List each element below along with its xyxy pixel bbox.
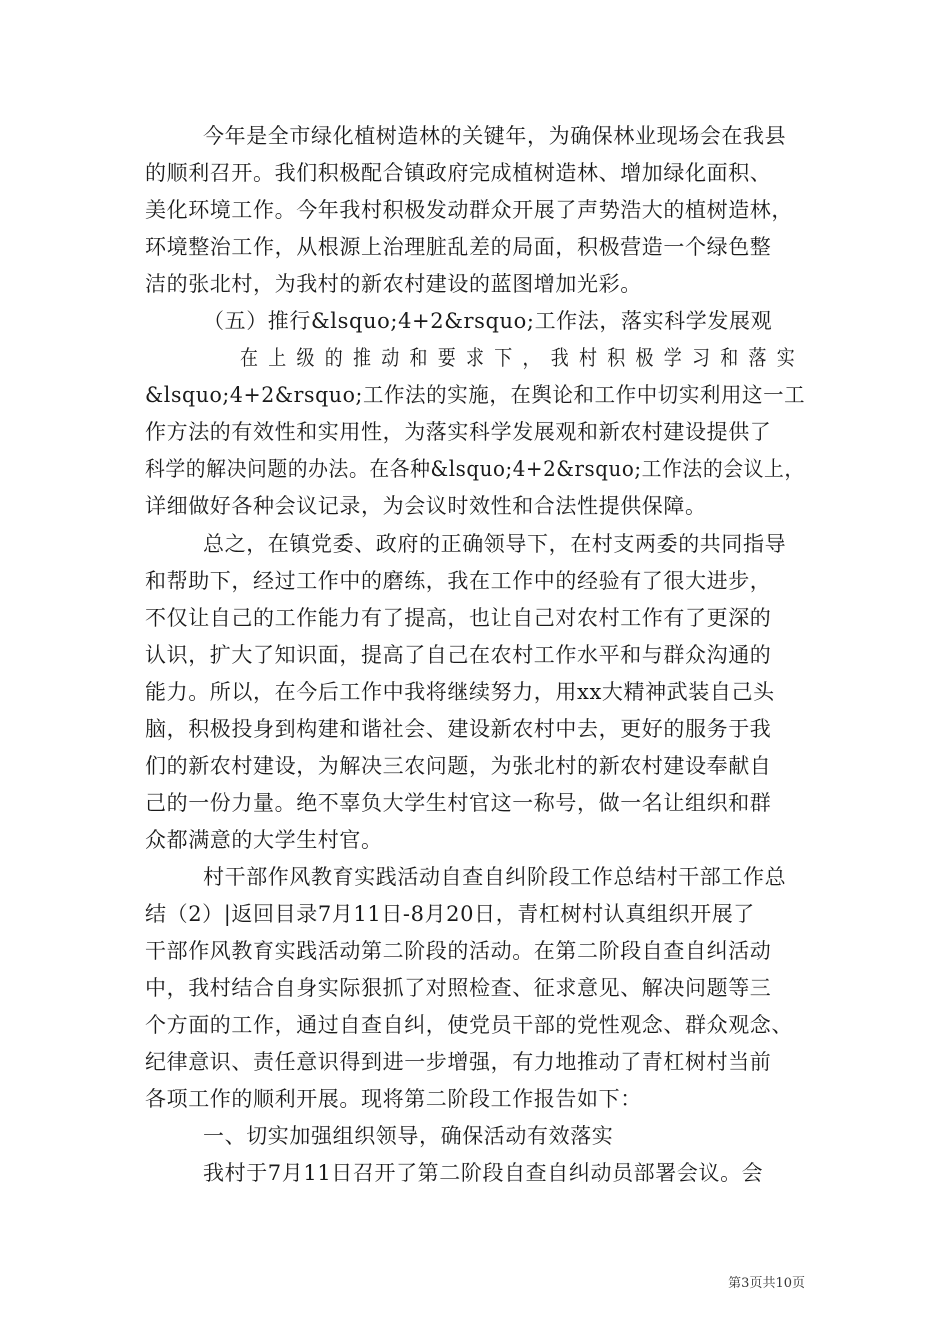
text-line-10: 科学的解决问题的办法。在各种&lsquo;4+2&rsquo;工作法的会议上，	[145, 457, 805, 481]
text-line-22: 结（2）|返回目录7月11日-8月20日，青杠树村认真组织开展了	[145, 902, 755, 926]
text-line-29: 我村于7月11日召开了第二阶段自查自纠动员部署会议。会	[203, 1161, 764, 1185]
text-line-23: 干部作风教育实践活动第二阶段的活动。在第二阶段自查自纠活动	[145, 939, 772, 963]
text-line-15: 认识，扩大了知识面，提高了自己在农村工作水平和与群众沟通的	[145, 643, 772, 667]
text-line-20: 众都满意的大学生村官。	[145, 828, 383, 852]
text-line-8: &lsquo;4+2&rsquo;工作法的实施，在舆论和工作中切实利用这一工	[145, 383, 806, 407]
text-line-18: 们的新农村建设，为解决三农问题，为张北村的新农村建设奉献自	[145, 754, 772, 778]
text-line-5: 洁的张北村，为我村的新农村建设的蓝图增加光彩。	[145, 272, 642, 296]
text-line-27: 各项工作的顺利开展。现将第二阶段工作报告如下：	[145, 1087, 642, 1111]
text-line-3: 美化环境工作。今年我村积极发动群众开展了声势浩大的植树造林，	[145, 198, 793, 222]
text-line-24: 中，我村结合自身实际狠抓了对照检查、征求意见、解决问题等三	[145, 976, 772, 1000]
text-line-2: 的顺利召开。我们积极配合镇政府完成植树造林、增加绿化面积、	[145, 161, 772, 185]
text-line-11: 详细做好各种会议记录，为会议时效性和合法性提供保障。	[145, 494, 707, 518]
text-line-7: 在上级的推动和要求下，我村积极学习和落实	[240, 346, 806, 370]
text-line-14: 不仅让自己的工作能力有了提高，也让自己对农村工作有了更深的	[145, 606, 772, 630]
text-line-4: 环境整治工作，从根源上治理脏乱差的局面，积极营造一个绿色整	[145, 235, 772, 259]
text-line-16: 能力。所以，在今后工作中我将继续努力，用xx大精神武装自己头	[145, 680, 775, 704]
text-line-1: 今年是全市绿化植树造林的关键年，为确保林业现场会在我县	[203, 124, 787, 148]
text-line-17: 脑，积极投身到构建和谐社会、建设新农村中去，更好的服务于我	[145, 717, 772, 741]
section-heading-5: （五）推行&lsquo;4+2&rsquo;工作法，落实科学发展观	[203, 309, 773, 333]
text-line-25: 个方面的工作，通过自查自纠，使党员干部的党性观念、群众观念、	[145, 1013, 793, 1037]
page-number-footer: 第3页共10页	[728, 1276, 805, 1291]
section-heading-1: 一、切实加强组织领导，确保活动有效落实	[203, 1124, 614, 1148]
text-line-21: 村干部作风教育实践活动自查自纠阶段工作总结村干部工作总	[203, 865, 787, 889]
text-line-12: 总之，在镇党委、政府的正确领导下，在村支两委的共同指导	[203, 532, 787, 556]
text-line-19: 己的一份力量。绝不辜负大学生村官这一称号，做一名让组织和群	[145, 791, 772, 815]
text-line-26: 纪律意识、责任意识得到进一步增强，有力地推动了青杠树村当前	[145, 1050, 772, 1074]
text-line-9: 作方法的有效性和实用性，为落实科学发展观和新农村建设提供了	[145, 420, 772, 444]
text-line-13: 和帮助下，经过工作中的磨练，我在工作中的经验有了很大进步，	[145, 569, 772, 593]
